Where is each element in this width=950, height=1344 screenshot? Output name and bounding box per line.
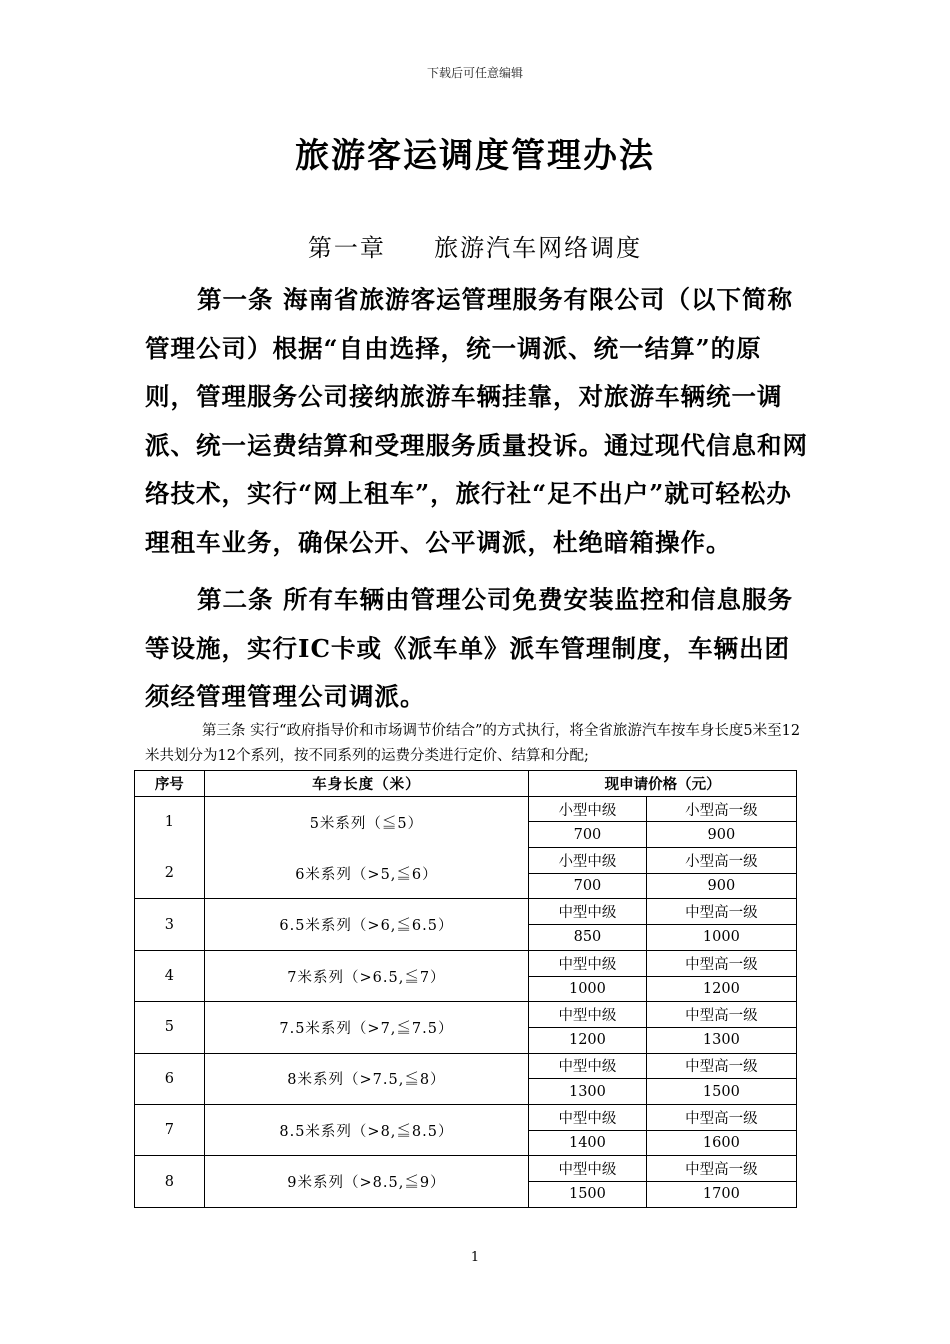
article-1: 第一条 海南省旅游客运管理服务有限公司（以下简称管理公司）根据“自由选择，统一调派、统一结算”的原则，管理服务公司接纳旅游车辆挂靠，对旅游车辆统一调派、统一运费结算和受理服务质量投诉。通过现代信息和网络技术，实行“网上租车”，旅行社“足不出户”就可轻松办理租车业务，确保公开、公平调派，杜绝暗箱操作。 [145,285,808,557]
level-b: 中型高一级 [646,1053,796,1079]
row-no: 6 [135,1053,205,1104]
table-row [135,1053,797,1079]
table-row [135,899,797,925]
page-number: 1 [470,1250,480,1265]
header-no: 序号 [135,771,205,797]
level-a: 中型中级 [529,1156,646,1182]
level-a: 小型中级 [529,796,646,822]
row-length: 6.5米系列（>6,≦6.5） [204,899,529,950]
price-table [134,770,797,1208]
row-length: 7米系列（>6.5,≦7） [204,950,529,1001]
row-no: 1 [135,796,205,847]
price-a: 700 [529,822,646,848]
table-row [135,950,797,976]
level-b: 中型高一级 [646,1002,796,1028]
table-row [135,1002,797,1028]
level-a: 中型中级 [529,1002,646,1028]
row-no: 5 [135,1002,205,1053]
level-a: 中型中级 [529,950,646,976]
row-length: 8米系列（>7.5,≦8） [204,1053,529,1104]
price-b: 1500 [646,1079,796,1105]
document-title: 旅游客运调度管理办法 [295,136,655,176]
price-a: 1500 [529,1182,646,1208]
price-a: 1400 [529,1130,646,1156]
row-length: 8.5米系列（>8,≦8.5） [204,1104,529,1155]
chapter-heading: 第一章 旅游汽车网络调度 [307,234,643,262]
row-no: 4 [135,950,205,1001]
table-row [135,1104,797,1130]
level-b: 中型高一级 [646,899,796,925]
level-a: 中型中级 [529,1053,646,1079]
row-no: 3 [135,899,205,950]
price-b: 1600 [646,1130,796,1156]
header-note: 下载后可任意编辑 [426,66,523,80]
article-3: 第三条 实行“政府指导价和市场调节价结合”的方式执行，将全省旅游汽车按车身长度5米至12米共划分为12个系列，按不同系列的运费分类进行定价、结算和分配; [145,723,801,764]
price-b: 1700 [646,1182,796,1208]
level-a: 中型中级 [529,1104,646,1130]
table-row [135,1156,797,1182]
level-b: 小型高一级 [646,848,796,874]
table-row [135,796,797,822]
row-no: 7 [135,1104,205,1155]
price-a: 1300 [529,1079,646,1105]
row-length: 7.5米系列（>7,≦7.5） [204,1002,529,1053]
level-b: 中型高一级 [646,1104,796,1130]
price-a: 700 [529,873,646,899]
level-a: 中型中级 [529,899,646,925]
price-b: 900 [646,822,796,848]
price-b: 1200 [646,976,796,1002]
price-b: 1000 [646,925,796,951]
price-a: 1000 [529,976,646,1002]
article-2: 第二条 所有车辆由管理公司免费安装监控和信息服务等设施，实行IC卡或《派车单》派车管理制度，车辆出团须经管理管理公司调派。 [145,585,794,711]
price-a: 1200 [529,1027,646,1053]
row-length: 5米系列（≦5） [204,796,529,847]
row-length: 6米系列（>5,≦6） [204,848,529,899]
row-no: 8 [135,1156,205,1207]
row-length: 9米系列（>8.5,≦9） [204,1156,529,1207]
header-length: 车身长度（米） [204,771,529,797]
row-no: 2 [135,848,205,899]
table-header-row [135,771,797,797]
header-price: 现申请价格（元） [529,771,797,797]
price-b: 1300 [646,1027,796,1053]
level-b: 小型高一级 [646,796,796,822]
level-b: 中型高一级 [646,950,796,976]
level-a: 小型中级 [529,848,646,874]
level-b: 中型高一级 [646,1156,796,1182]
table-row [135,848,797,874]
price-b: 900 [646,873,796,899]
price-a: 850 [529,925,646,951]
